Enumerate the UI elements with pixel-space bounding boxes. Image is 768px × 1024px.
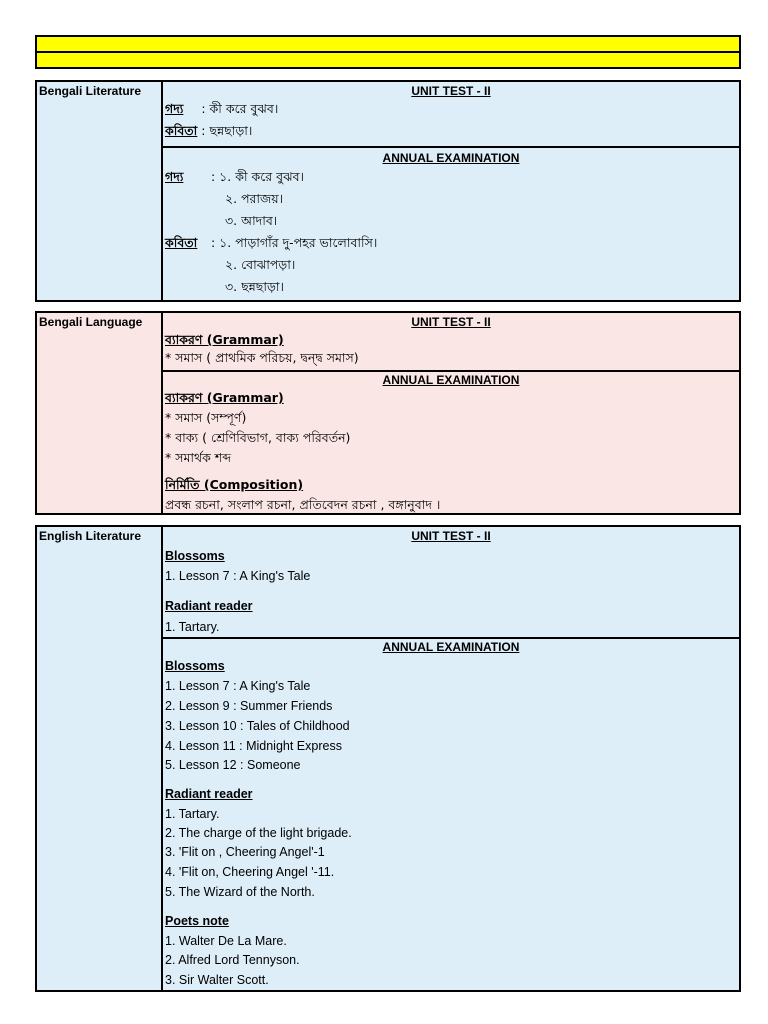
blossoms-title: Blossoms [165, 659, 225, 673]
list-item: 4. 'Flit on, Cheering Angel '-11. [165, 865, 335, 879]
unit-test-heading: UNIT TEST - II [411, 84, 491, 98]
bengali-literature-block [35, 80, 741, 302]
unit-test-heading: UNIT TEST - II [411, 315, 491, 329]
list-item: 2. The charge of the light brigade. [165, 826, 352, 840]
gadya-label: গদ্য [165, 101, 184, 116]
subject-label: Bengali Literature [37, 82, 163, 300]
gadya-label: গদ্য [165, 169, 184, 184]
grammar-title: ব্যাকরণ (Grammar) [165, 390, 284, 405]
list-item: 1. Lesson 7 : A King's Tale [165, 569, 311, 583]
list-item: ৩. ছন্নছাড়া। [225, 279, 285, 294]
list-item [165, 170, 183, 184]
list-item: ২. বোঝাপড়া। [225, 257, 296, 272]
list-item: 3. 'Flit on , Cheering Angel'-1 [165, 845, 325, 859]
kabita-label: কবিতা [165, 235, 198, 250]
subject-label: English Literature [37, 527, 163, 990]
list-item: 3. Lesson 10 : Tales of Childhood [165, 719, 350, 733]
list-item: 2. Lesson 9 : Summer Friends [165, 699, 333, 713]
english-literature-content [163, 527, 739, 990]
list-item: * সমাস (সম্পূর্ণ) [165, 410, 247, 425]
list-item: 5. Lesson 12 : Someone [165, 758, 301, 772]
english-literature-block [35, 525, 741, 992]
annual-exam-heading: ANNUAL EXAMINATION [382, 151, 520, 165]
composition-title: নির্মিতি (Composition) [165, 477, 304, 492]
gadya-text: : কী করে বুঝব। [201, 101, 279, 116]
unit-test-section [163, 527, 739, 637]
list-item: ৩. আদাব। [225, 213, 278, 228]
unit-test-section [163, 313, 739, 370]
list-item: 1. Tartary. [165, 620, 220, 634]
list-item: ২. পরাজয়। [225, 191, 284, 206]
unit-test-heading: UNIT TEST - II [411, 529, 491, 543]
list-item [165, 236, 197, 250]
list-item: 4. Lesson 11 : Midnight Express [165, 739, 342, 753]
bengali-literature-content [163, 82, 739, 300]
list-item: 1. Tartary. [165, 807, 220, 821]
kabita-label: কবিতা [165, 123, 198, 138]
annual-exam-heading: ANNUAL EXAMINATION [382, 640, 520, 654]
annual-exam-section [163, 146, 739, 300]
grammar-title: ব্যাকরণ (Grammar) [165, 332, 284, 347]
list-item: 1. Walter De La Mare. [165, 934, 287, 948]
kabita-text: : ছন্নছাড়া। [201, 123, 253, 138]
list-item: 3. Sir Walter Scott. [165, 973, 269, 987]
list-item: 5. The Wizard of the North. [165, 885, 315, 899]
header-bar-bottom [35, 51, 741, 69]
list-item [165, 124, 252, 138]
list-item: : ১. কী করে বুঝব। [211, 169, 304, 184]
annual-exam-section [163, 637, 739, 990]
radiant-reader-title: Radiant reader [165, 787, 253, 801]
blossoms-title: Blossoms [165, 549, 225, 563]
list-item: 2. Alfred Lord Tennyson. [165, 953, 300, 967]
list-item: : ১. পাড়াগাঁর দু-পহর ভালোবাসি। [211, 235, 378, 250]
list-item: * বাক্য ( শ্রেণিবিভাগ, বাক্য পরিবর্তন) [165, 430, 351, 445]
composition-text: প্রবন্ধ রচনা, সংলাপ রচনা, প্রতিবেদন রচনা , বঙ্গানুবাদ । [165, 497, 441, 512]
list-item: 1. Lesson 7 : A King's Tale [165, 679, 311, 693]
unit-test-section [163, 82, 739, 146]
bengali-language-block [35, 311, 741, 515]
bengali-language-content [163, 313, 739, 513]
list-item: * সমার্থক শব্দ [165, 450, 232, 465]
radiant-reader-title: Radiant reader [165, 599, 253, 613]
list-item [165, 102, 278, 116]
list-item: * সমাস ( প্রাথমিক পরিচয়, দ্বন্দ্ব সমাস) [165, 350, 359, 365]
subject-label: Bengali Language [37, 313, 163, 513]
annual-exam-heading: ANNUAL EXAMINATION [382, 373, 520, 387]
annual-exam-section [163, 370, 739, 513]
poets-note-title: Poets note [165, 914, 229, 928]
